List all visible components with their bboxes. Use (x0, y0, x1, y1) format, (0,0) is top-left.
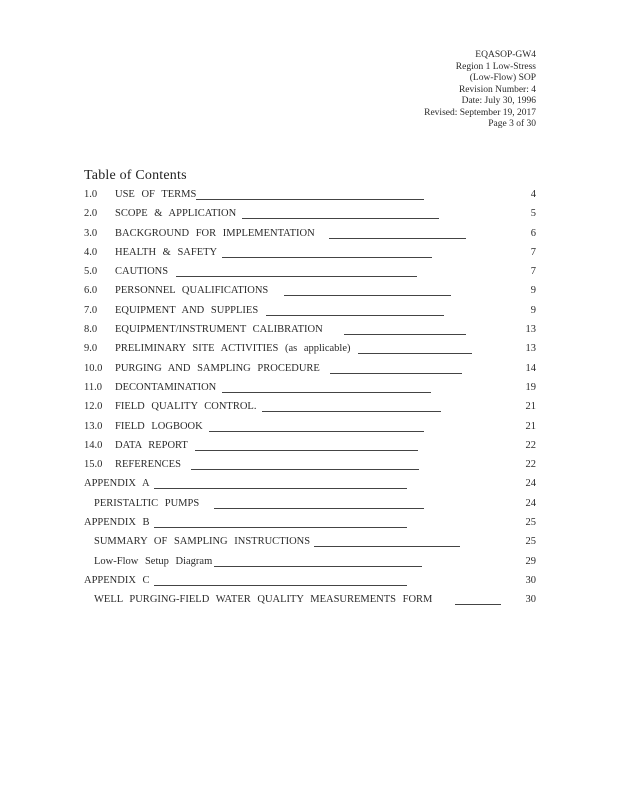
toc-entry-label: HEALTH & SAFETY (115, 246, 218, 258)
toc-entry[interactable] (84, 572, 536, 591)
toc-entry[interactable] (84, 514, 536, 533)
toc-entry-page: 13 (525, 343, 536, 355)
toc-entry-number: 14.0 (84, 439, 103, 451)
leader-line (214, 508, 424, 509)
toc-entry-page: 22 (525, 459, 536, 471)
toc-entry-page: 7 (530, 246, 536, 258)
toc-entry[interactable] (84, 591, 536, 610)
toc-entry-label: PERISTALTIC PUMPS (94, 497, 200, 509)
leader-line (209, 431, 424, 432)
toc-entry-page: 6 (530, 227, 536, 239)
toc-entry-page: 22 (525, 439, 536, 451)
toc-entry[interactable] (84, 398, 536, 417)
toc-entry[interactable] (84, 282, 536, 301)
revision-number: Revision Number: 4 (458, 84, 536, 95)
toc-entry-label: DATA REPORT (115, 439, 188, 451)
toc-entry[interactable] (84, 418, 536, 437)
leader-line (154, 488, 407, 489)
document-header (424, 50, 536, 131)
toc-entry[interactable] (84, 495, 536, 514)
toc-entry-label: USE OF TERMS (115, 189, 197, 200)
leader-line (329, 238, 466, 239)
toc-entry[interactable] (84, 475, 536, 494)
toc-entry-label: APPENDIX B (84, 517, 150, 529)
toc-entry-page: 29 (525, 555, 536, 567)
toc-entry[interactable] (84, 456, 536, 475)
leader-line (242, 218, 439, 219)
leader-line (266, 315, 444, 316)
toc-entry-label: FIELD QUALITY CONTROL. (115, 401, 257, 413)
toc-entry-page: 9 (530, 304, 536, 316)
doc-id: EQASOP-GW4 (475, 50, 536, 60)
leader-line (154, 527, 407, 528)
toc-entry-number: 6.0 (84, 285, 98, 297)
table-of-contents (84, 186, 536, 611)
toc-entry-number: 9.0 (84, 343, 98, 355)
leader-line (262, 411, 441, 412)
leader-line (191, 469, 419, 470)
toc-entry-page: 19 (525, 381, 536, 393)
toc-entry-page: 9 (530, 285, 536, 297)
toc-entry-page: 5 (530, 208, 536, 220)
toc-entry-number: 3.0 (84, 227, 98, 239)
toc-entry-page: 14 (525, 362, 536, 374)
toc-entry-label: PRELIMINARY SITE ACTIVITIES (as applicable) (115, 343, 351, 355)
leader-line (358, 353, 472, 354)
toc-title: Table of Contents (84, 168, 187, 183)
toc-entry-label: FIELD LOGBOOK (115, 420, 203, 432)
leader-line (330, 373, 462, 374)
toc-entry[interactable] (84, 437, 536, 456)
toc-entry-number: 5.0 (84, 266, 98, 278)
toc-entry-number: 8.0 (84, 324, 98, 336)
leader-line (154, 585, 407, 586)
leader-line (344, 334, 466, 335)
toc-entry[interactable] (84, 302, 536, 321)
toc-entry-number: 13.0 (84, 420, 103, 432)
leader-line (222, 257, 432, 258)
toc-entry[interactable] (84, 244, 536, 263)
doc-region: Region 1 Low-Stress (455, 61, 536, 72)
toc-entry-label: SUMMARY OF SAMPLING INSTRUCTIONS (94, 536, 311, 548)
toc-entry-label: SCOPE & APPLICATION (115, 208, 237, 220)
toc-entry-label: BACKGROUND FOR IMPLEMENTATION (115, 227, 315, 239)
toc-entry[interactable] (84, 186, 536, 205)
toc-entry-page: 7 (530, 266, 536, 278)
toc-entry-number: 11.0 (84, 381, 102, 393)
toc-entry-number: 1.0 (84, 189, 98, 200)
toc-entry-number: 4.0 (84, 246, 98, 258)
toc-entry-number: 15.0 (84, 459, 103, 471)
toc-entry-label: EQUIPMENT/INSTRUMENT CALIBRATION (115, 324, 323, 336)
toc-entry[interactable] (84, 360, 536, 379)
toc-entry[interactable] (84, 263, 536, 282)
toc-entry-page: 25 (525, 517, 536, 529)
leader-line (455, 604, 501, 605)
toc-entry[interactable] (84, 553, 536, 572)
toc-entry-label: PURGING AND SAMPLING PROCEDURE (115, 362, 320, 374)
toc-entry-page: 21 (525, 401, 536, 413)
toc-entry-page: 30 (525, 574, 536, 586)
leader-line (196, 199, 424, 200)
toc-entry[interactable] (84, 340, 536, 359)
doc-type: (Low-Flow) SOP (469, 73, 536, 83)
toc-entry-number: 2.0 (84, 208, 98, 220)
toc-entry-label: APPENDIX C (84, 574, 150, 586)
toc-entry-label: CAUTIONS (115, 266, 169, 278)
page-number: Page 3 of 30 (488, 119, 536, 129)
toc-entry-number: 7.0 (84, 304, 98, 316)
leader-line (214, 566, 422, 567)
leader-line (314, 546, 460, 547)
toc-entry-number: 12.0 (84, 401, 103, 413)
toc-entry[interactable] (84, 379, 536, 398)
toc-entry-page: 21 (525, 420, 536, 432)
toc-entry[interactable] (84, 205, 536, 224)
revised-date: Revised: September 19, 2017 (424, 107, 536, 118)
toc-entry-label: PERSONNEL QUALIFICATIONS (115, 285, 269, 297)
toc-entry-page: 24 (525, 478, 536, 490)
doc-date: Date: July 30, 1996 (461, 96, 536, 106)
toc-entry[interactable] (84, 533, 536, 552)
toc-entry-label: REFERENCES (115, 459, 181, 471)
toc-entry-number: 10.0 (84, 362, 103, 374)
leader-line (195, 450, 418, 451)
toc-entry-label: EQUIPMENT AND SUPPLIES (115, 304, 259, 316)
leader-line (284, 295, 451, 296)
toc-entry-label: APPENDIX A (84, 478, 150, 490)
toc-entry[interactable] (84, 225, 536, 244)
toc-entry-label: DECONTAMINATION (115, 381, 217, 393)
toc-entry-label: WELL PURGING-FIELD WATER QUALITY MEASUREMENTS FORM (94, 594, 433, 606)
toc-entry-page: 25 (525, 536, 536, 548)
leader-line (176, 276, 417, 277)
toc-entry-page: 4 (530, 189, 536, 200)
toc-entry-page: 30 (525, 594, 536, 606)
toc-entry[interactable] (84, 321, 536, 340)
leader-line (222, 392, 431, 393)
toc-entry-label: Low-Flow Setup Diagram (94, 555, 213, 567)
toc-entry-page: 24 (525, 497, 536, 509)
toc-entry-page: 13 (525, 324, 536, 336)
